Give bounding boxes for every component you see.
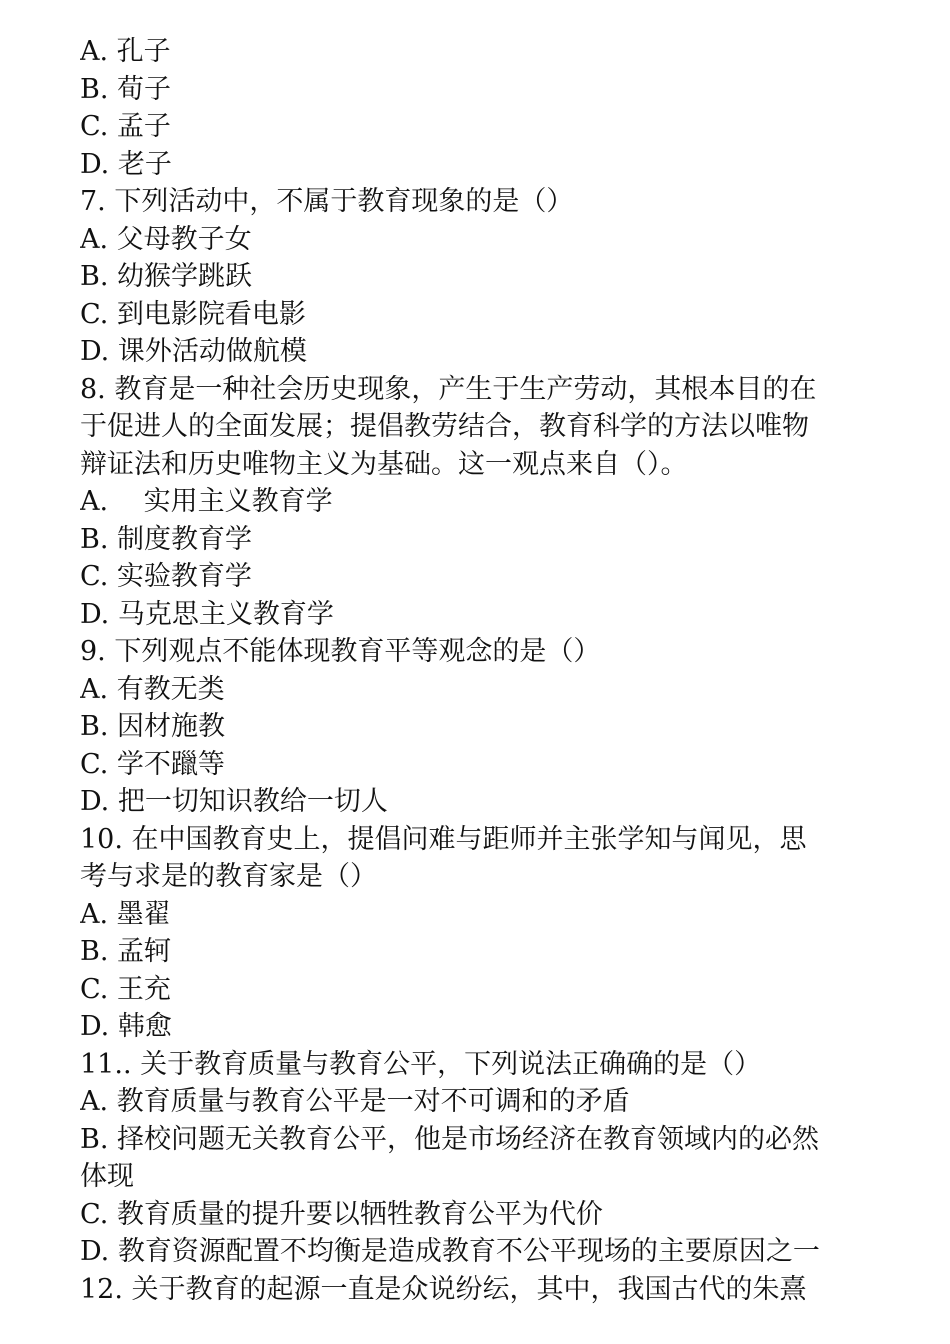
option-line: C. 到电影院看电影: [80, 298, 306, 330]
question-8: 8. 教育是一种社会历史现象，产生于生产劳动，其根本目的在: [80, 373, 817, 405]
question-9: 9. 下列观点不能体现教育平等观念的是（）: [80, 636, 601, 667]
option-line: C. 孟子: [80, 111, 171, 142]
option-line: A. 孔子: [80, 36, 171, 67]
option-line: A. 有教无类: [80, 673, 225, 705]
option-line: B. 幼猴学跳跃: [80, 261, 253, 292]
option-line: D. 把一切知识教给一切人: [80, 786, 388, 817]
option-line: C. 王充: [80, 973, 171, 1005]
question-10-cont: 考与求是的教育家是（）: [80, 861, 377, 892]
option-line: C. 学不躐等: [80, 748, 225, 780]
question-8-cont: 辩证法和历史唯物主义为基础。这一观点来自（）。: [80, 448, 688, 480]
option-line: D. 教育资源配置不均衡是造成教育不公平现场的主要原因之一: [80, 1236, 820, 1267]
option-line: B. 因材施教: [80, 711, 226, 742]
option-line: D. 课外活动做航模: [80, 336, 307, 367]
option-line: B. 择校问题无关教育公平，他是市场经济在教育领域内的必然: [80, 1123, 820, 1155]
option-line: A. 实用主义教育学: [80, 486, 333, 517]
option-line: C. 实验教育学: [80, 561, 252, 592]
question-12: 12. 关于教育的起源一直是众说纷纭，其中，我国古代的朱熹: [80, 1273, 807, 1305]
question-7: 7. 下列活动中，不属于教育现象的是（）: [80, 186, 574, 217]
option-line: A. 墨翟: [80, 898, 171, 930]
option-line-cont: 体现: [80, 1161, 134, 1192]
option-line: D. 韩愈: [80, 1011, 172, 1042]
document-page: [80, 33, 870, 1308]
option-line: C. 教育质量的提升要以牺牲教育公平为代价: [80, 1198, 603, 1230]
option-line: B. 孟轲: [80, 936, 172, 967]
option-line: D. 老子: [80, 148, 172, 180]
option-line: B. 荀子: [80, 73, 172, 105]
option-line: B. 制度教育学: [80, 523, 253, 555]
question-11: 11.. 关于教育质量与教育公平，下列说法正确确的是（）: [80, 1048, 762, 1080]
option-line: A. 教育质量与教育公平是一对不可调和的矛盾: [80, 1086, 630, 1117]
question-10: 10. 在中国教育史上，提倡问难与距师并主张学知与闻见，思: [80, 823, 807, 855]
question-8-cont: 于促进人的全面发展；提倡教劳结合，教育科学的方法以唯物: [80, 411, 809, 442]
option-line: D. 马克思主义教育学: [80, 598, 334, 630]
option-line: A. 父母教子女: [80, 223, 252, 255]
